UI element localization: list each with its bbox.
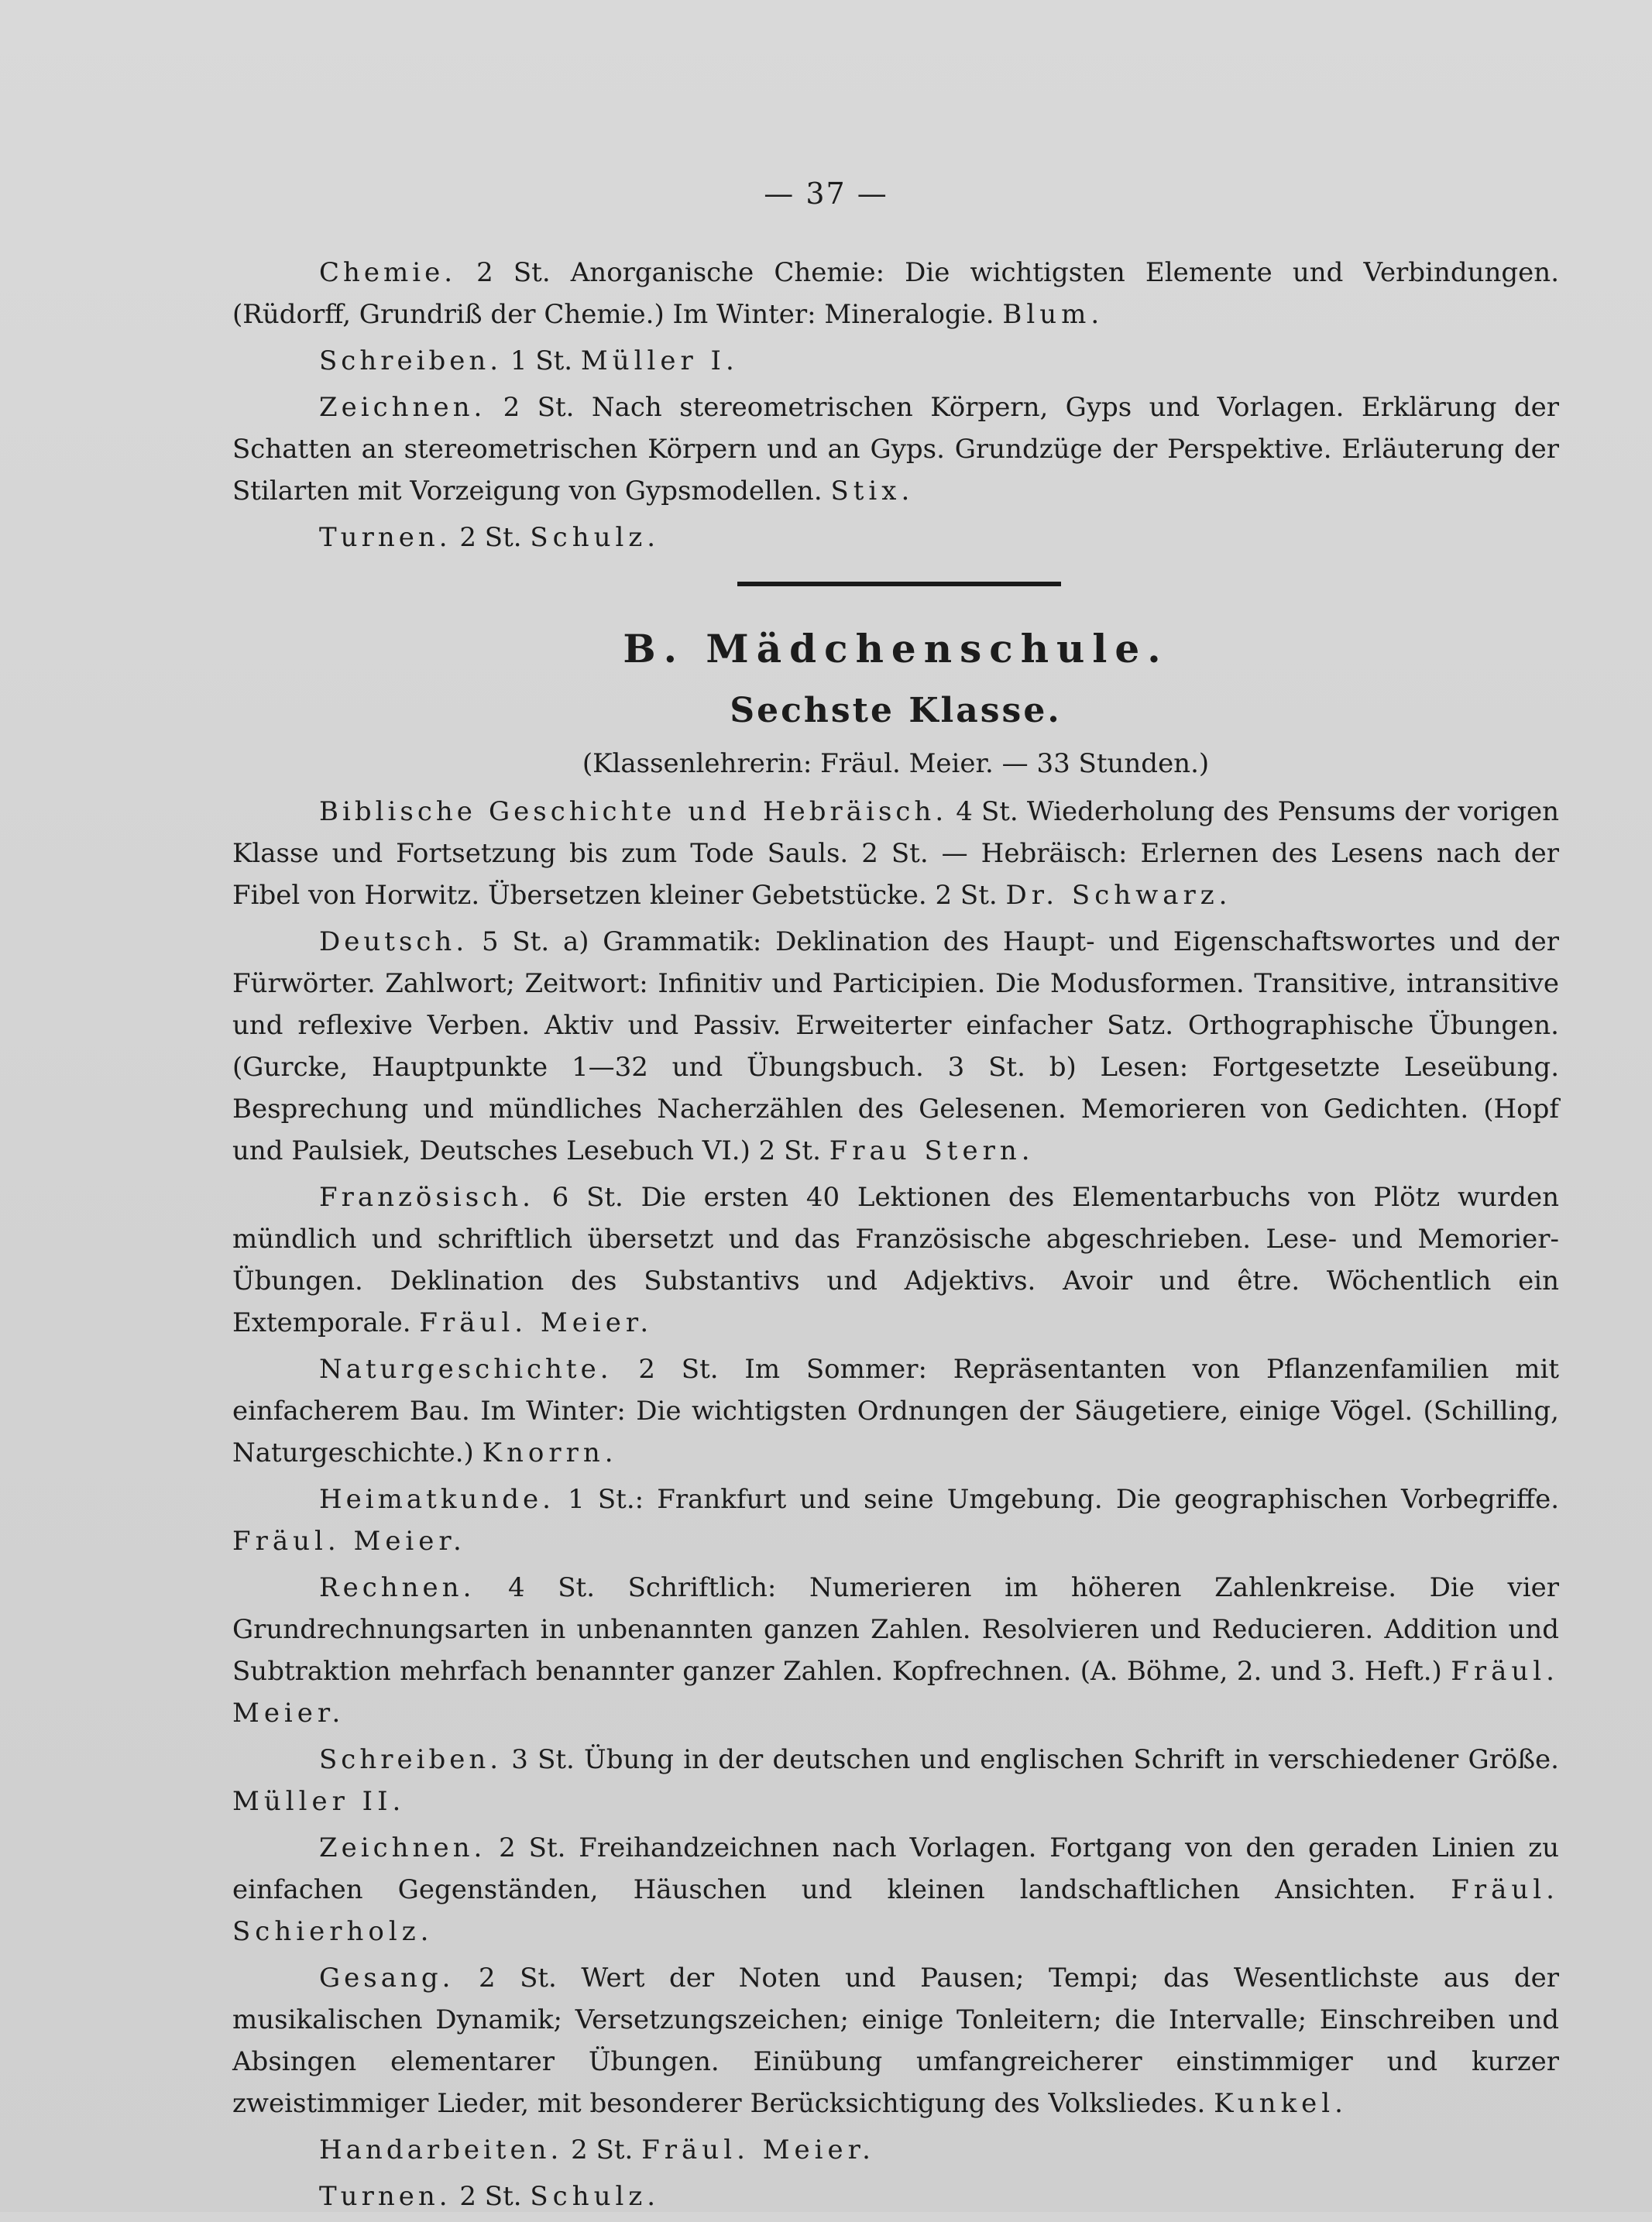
subject-name: Gesang.: [319, 1963, 455, 1994]
teacher-name: Fräul. Meier.: [232, 1526, 466, 1557]
teacher-name: Blum.: [1002, 299, 1104, 330]
section-title: B. Mädchenschule.: [623, 626, 1169, 671]
subject-entry-deutsch: [232, 921, 1559, 1172]
subject-entry-heimatkunde: [232, 1478, 1559, 1562]
subject-entry-turnen: [232, 517, 1559, 558]
section-divider: [737, 582, 1061, 586]
page-number: — 37 —: [764, 177, 888, 211]
page-content: [232, 252, 1559, 2222]
teacher-name: Kunkel.: [1214, 2088, 1348, 2119]
subject-text: 2 St. Wert der Noten und Pausen; Tempi; das Wesentlichste aus der musikalischen Dynamik; Versetzungszeichen; einige Tonleitern; die Intervalle; Einschreiben und Absingen elementarer Übungen. Einübung umfangreicherer einstimmiger und kurzer zweistimmiger Lieder, mit besonderer Berücksichtigung des Volksliedes.: [232, 1963, 1559, 2119]
subject-name: Schreiben.: [319, 1744, 503, 1775]
subject-text: 2 St.: [451, 2181, 531, 2212]
subject-text: 2 St. Anorganische Chemie: Die wichtigsten Elemente und Verbindungen. (Rüdorff, Grundriß der Chemie.) Im Winter: Mineralogie.: [232, 257, 1559, 330]
subject-entry-turnen-2: [232, 2176, 1559, 2217]
subject-name: Französisch.: [319, 1182, 534, 1213]
subject-text: 6 St. Die ersten 40 Lektionen des Elementarbuchs von Plötz wurden mündlich und schriftlich übersetzt und das Französische abgeschrieben. Lese- und Memorier-Übungen. Deklination des Substantivs und Adjektivs. Avoir und être. Wöchentlich ein Extemporale.: [232, 1182, 1559, 1338]
teacher-name: Knorrn.: [482, 1437, 618, 1468]
subject-name: Deutsch.: [319, 926, 469, 957]
teacher-name: Frau Stern.: [829, 1135, 1035, 1166]
subject-entry-naturgeschichte: [232, 1348, 1559, 1474]
teacher-name: Müller I.: [580, 345, 739, 376]
subject-text: 2 St. Nach stereometrischen Körpern, Gyps und Vorlagen. Erklärung der Schatten an stereometrischen Körpern und an Gyps. Grundzüge der Perspektive. Erläuterung der Stilarten mit Vorzeigung von Gypsmodellen.: [232, 392, 1559, 507]
subject-name: Handarbeiten.: [319, 2134, 563, 2165]
subject-text: 1 St.: Frankfurt und seine Umgebung. Die geographischen Vorbegriffe.: [554, 1484, 1559, 1515]
teacher-name: Müller II.: [232, 1786, 406, 1817]
subject-entry-franzoesisch: [232, 1176, 1559, 1344]
subject-text: 2 St.: [451, 522, 531, 553]
subject-name: Biblische Geschichte und Hebräisch.: [319, 796, 948, 827]
class-teacher-note: (Klassenlehrerin: Fräul. Meier. — 33 Stunden.): [582, 748, 1210, 779]
subject-text: 1 St.: [502, 345, 581, 376]
subject-name: Heimatkunde.: [319, 1484, 555, 1515]
subject-text: 4 St. Wiederholung des Pensums der vorigen Klasse und Fortsetzung bis zum Tode Sauls. 2 St. — Hebräisch: Erlernen des Lesens nach der Fibel von Horwitz. Übersetzen kleiner Gebetstücke. 2 St.: [232, 796, 1559, 911]
subject-text: 2 St.: [562, 2134, 642, 2165]
subject-name: Naturgeschichte.: [319, 1354, 613, 1385]
subject-name: Schreiben.: [319, 345, 503, 376]
subject-name: Chemie.: [319, 257, 457, 288]
teacher-name: Fräul. Meier.: [419, 1307, 654, 1338]
lower-subject-list: [232, 791, 1559, 2217]
subject-entry-schreiben: [232, 340, 1559, 382]
subject-entry-zeichnen-2: [232, 1827, 1559, 1952]
subject-entry-religion: [232, 791, 1559, 916]
subject-entry-zeichnen: [232, 386, 1559, 512]
subject-text: 2 St. Freihandzeichnen nach Vorlagen. Fortgang von den geraden Linien zu einfachen Gegenständen, Häuschen und kleinen landschaftlichen Ansichten.: [232, 1832, 1559, 1905]
subject-name: Rechnen.: [319, 1572, 476, 1603]
subject-entry-schreiben-2: [232, 1739, 1559, 1822]
subject-name: Turnen.: [319, 2181, 452, 2212]
subject-entry-handarbeiten: [232, 2129, 1559, 2171]
teacher-name: Fräul. Meier.: [641, 2134, 875, 2165]
teacher-name: Dr. Schwarz.: [1005, 880, 1232, 911]
subject-text: 5 St. a) Grammatik: Deklination des Haupt- und Eigenschaftswortes und der Fürwörter. Zahlwort; Zeitwort: Infinitiv und Participien. Die Modusformen. Transitive, intransitive und reflexive Verben. Aktiv und Passiv. Erweiterter einfacher Satz. Orthographische Übungen. (Gurcke, Hauptpunkte 1—32 und Übungsbuch. 3 St. b) Lesen: Fortgesetzte Leseübung. Besprechung und mündliches Nacherzählen des Gelesenen. Memorieren von Gedichten. (Hopf und Paulsiek, Deutsches Lesebuch VI.) 2 St.: [232, 926, 1559, 1166]
teacher-name: Fräul. Schierholz.: [232, 1874, 1559, 1947]
teacher-name: Fräul. Meier.: [232, 1656, 1559, 1729]
subject-name: Zeichnen.: [319, 1832, 486, 1863]
subject-text: 2 St. Im Sommer: Repräsentanten von Pflanzenfamilien mit einfacherem Bau. Im Winter: Die wichtigsten Ordnungen der Säugetiere, einige Vögel. (Schilling, Naturgeschichte.): [232, 1354, 1559, 1468]
upper-subject-list: [232, 252, 1559, 558]
teacher-name: Schulz.: [530, 522, 661, 553]
teacher-name: Stix.: [830, 476, 915, 507]
subject-entry-chemie: [232, 252, 1559, 335]
teacher-name: Schulz.: [530, 2181, 661, 2212]
subject-entry-gesang: [232, 1957, 1559, 2124]
subject-entry-rechnen: [232, 1567, 1559, 1734]
class-title: Sechste Klasse.: [730, 691, 1062, 730]
subject-text: 3 St. Übung in der deutschen und englischen Schrift in verschiedener Größe.: [502, 1744, 1559, 1775]
subject-text: 4 St. Schriftlich: Numerieren im höheren Zahlenkreise. Die vier Grundrechnungsarten in unbenannten ganzen Zahlen. Resolvieren und Reducieren. Addition und Subtraktion mehrfach benannter ganzer Zahlen. Kopfrechnen. (A. Böhme, 2. und 3. Heft.): [232, 1572, 1559, 1687]
subject-name: Turnen.: [319, 522, 452, 553]
subject-name: Zeichnen.: [319, 392, 486, 423]
